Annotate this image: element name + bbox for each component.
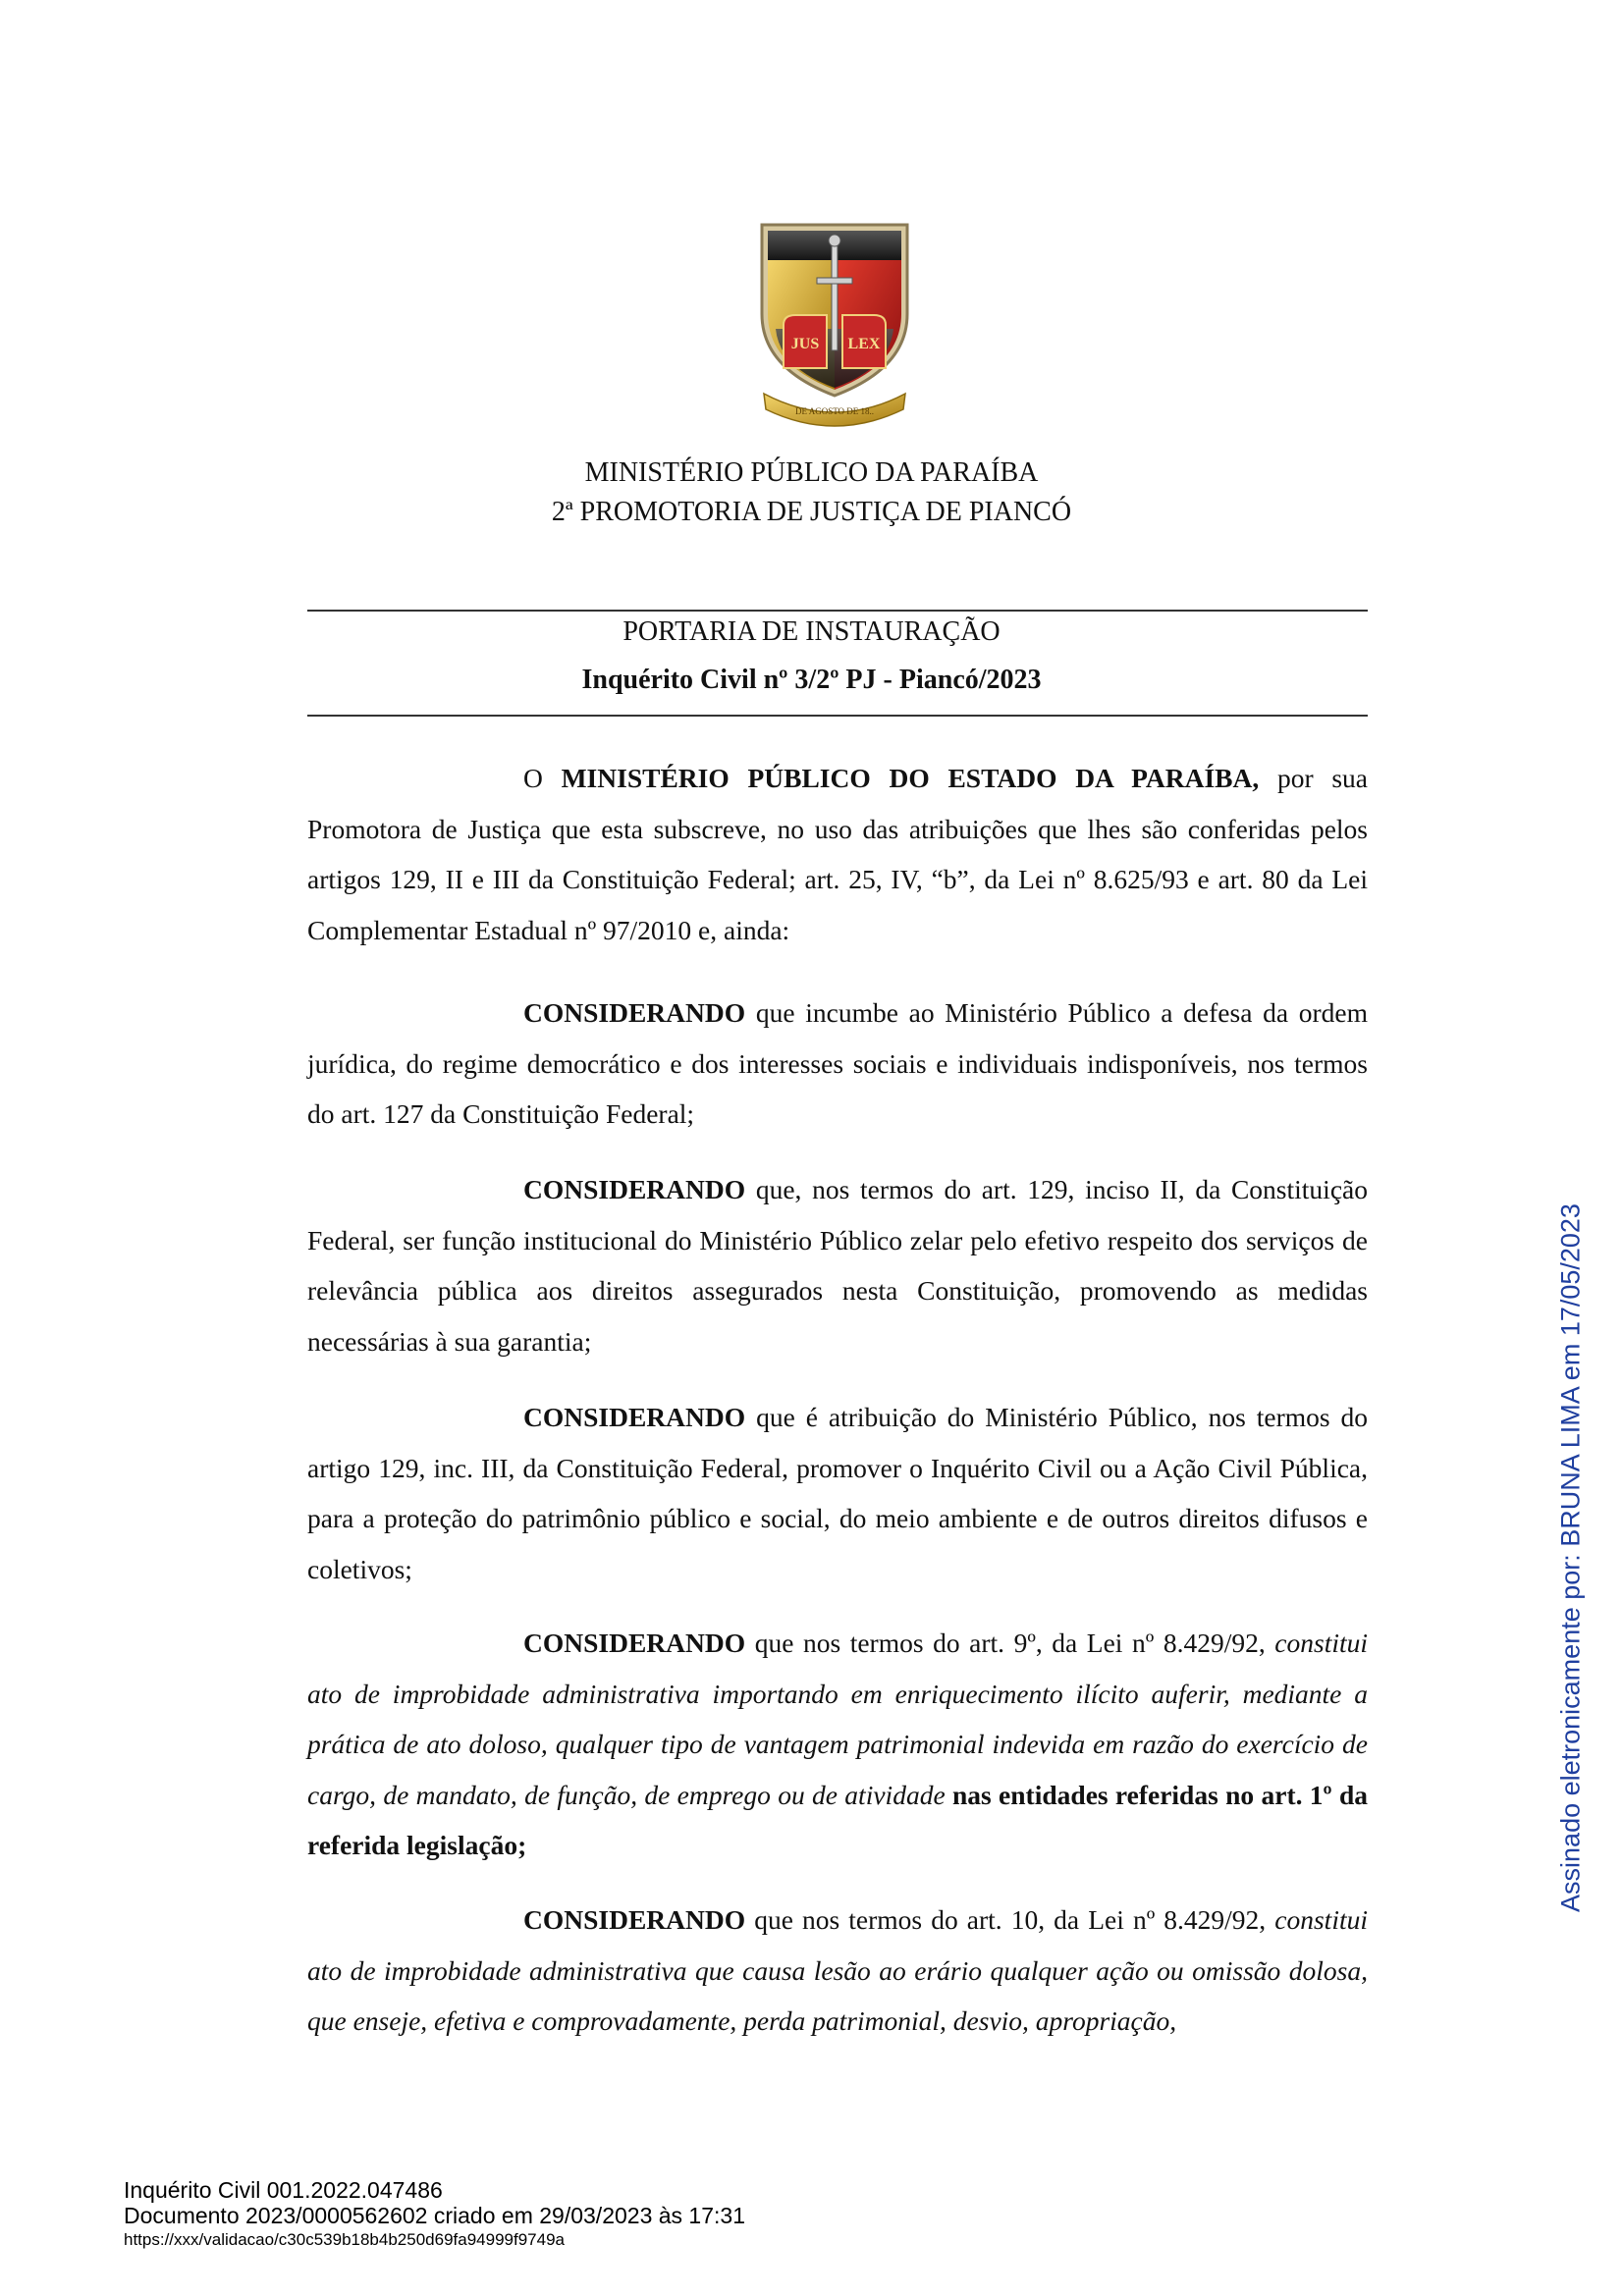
considerando-label: CONSIDERANDO (523, 1402, 746, 1432)
considerando-label: CONSIDERANDO (523, 997, 746, 1028)
title-top-rule (307, 610, 1368, 612)
considerando-paragraph-3 (307, 1392, 1368, 1594)
considerando-text: que nos termos do art. 9º, da Lei nº 8.429/92, (754, 1628, 1266, 1658)
footer-inquiry-id: Inquérito Civil 001.2022.047486 (124, 2177, 443, 2203)
considerando-text: que é atribuição do Ministério Público, nos termos do artigo 129, inc. III, da Constituição Federal, promover o Inquérito Civil ou a Ação Civil Pública, para a proteção do patrimônio público e social, do meio ambiente e de outros direitos difusos e coletivos; (307, 1402, 1369, 1584)
institution-name: MINISTÉRIO PÚBLICO DA PARAÍBA (584, 457, 1039, 488)
promotoria-name: 2ª PROMOTORIA DE JUSTIÇA DE PIANCÓ (551, 497, 1072, 527)
law-quote-italic: constitui ato de improbidade administrativa importando em enriquecimento ilícito auferir, mediante a prática de ato doloso, qualquer tipo de vantagem patrimonial indevida em razão do exercício de cargo, de mandato, de função, de emprego ou de atividade (307, 1628, 1369, 1810)
electronic-signature-stamp: Assinado eletronicamente por: BRUNA LIMA em 17/05/2023 (1555, 1203, 1586, 1912)
considerando-paragraph-4 (307, 1618, 1368, 1871)
crest-motto-left: JUS (790, 336, 820, 352)
considerando-tail: nas entidades referidas no art. 1º da referida legislação; (307, 1779, 1369, 1860)
considerando-paragraph-5 (307, 1895, 1368, 2047)
crest-motto-right: LEX (847, 336, 881, 352)
considerando-paragraph-1 (307, 988, 1368, 1140)
considerando-text: que incumbe ao Ministério Público a defesa da ordem jurídica, do regime democrático e dos interesses sociais e individuais indisponíveis, nos termos do art. 127 da Constituição Federal; (307, 997, 1369, 1129)
footer-validation-link[interactable]: https://xxx/validacao/c30c539b18b4b250d69fa94999f9749a (124, 2230, 565, 2249)
considerando-text: que, nos termos do art. 129, inciso II, da Constituição Federal, ser função institucional do Ministério Público zelar pelo efetivo respeito dos serviços de relevância pública aos direitos assegurados nesta Constituição, promovendo as medidas necessárias à sua garantia; (307, 1174, 1368, 1357)
intro-paragraph (307, 753, 1368, 955)
crest-ribbon-text: DE AGOSTO DE 18.. (794, 406, 875, 416)
considerando-text: que nos termos do art. 10, da Lei nº 8.429/92, (754, 1904, 1267, 1935)
intro-text: por sua Promotora de Justiça que esta subscreve, no uso das atribuições que lhes são conferidas pelos artigos 129, II e III da Constituição Federal; art. 25, IV, “b”, da Lei nº 8.625/93 e art. 80 da Lei Complementar Estadual nº 97/2010 e, ainda: (307, 763, 1369, 945)
considerando-label: CONSIDERANDO (523, 1174, 746, 1204)
intro-lead: O (523, 763, 543, 793)
coat-of-arms-logo (756, 221, 913, 427)
considerando-paragraph-2 (307, 1164, 1368, 1366)
law-quote-italic: constitui ato de improbidade administrativa que causa lesão ao erário qualquer ação ou omissão dolosa, que enseje, efetiva e comprovadamente, perda patrimonial, desvio, apropriação, (307, 1904, 1368, 2036)
considerando-label: CONSIDERANDO (523, 1904, 746, 1935)
inquiry-number: Inquérito Civil nº 3/2º PJ - Piancó/2023 (581, 665, 1042, 695)
document-title: PORTARIA DE INSTAURAÇÃO (622, 616, 1001, 647)
title-bottom-rule (307, 715, 1368, 717)
considerando-label: CONSIDERANDO (523, 1628, 746, 1658)
footer-document-info: Documento 2023/0000562602 criado em 29/03/2023 às 17:31 (124, 2203, 745, 2228)
intro-bold: MINISTÉRIO PÚBLICO DO ESTADO DA PARAÍBA, (561, 763, 1260, 793)
